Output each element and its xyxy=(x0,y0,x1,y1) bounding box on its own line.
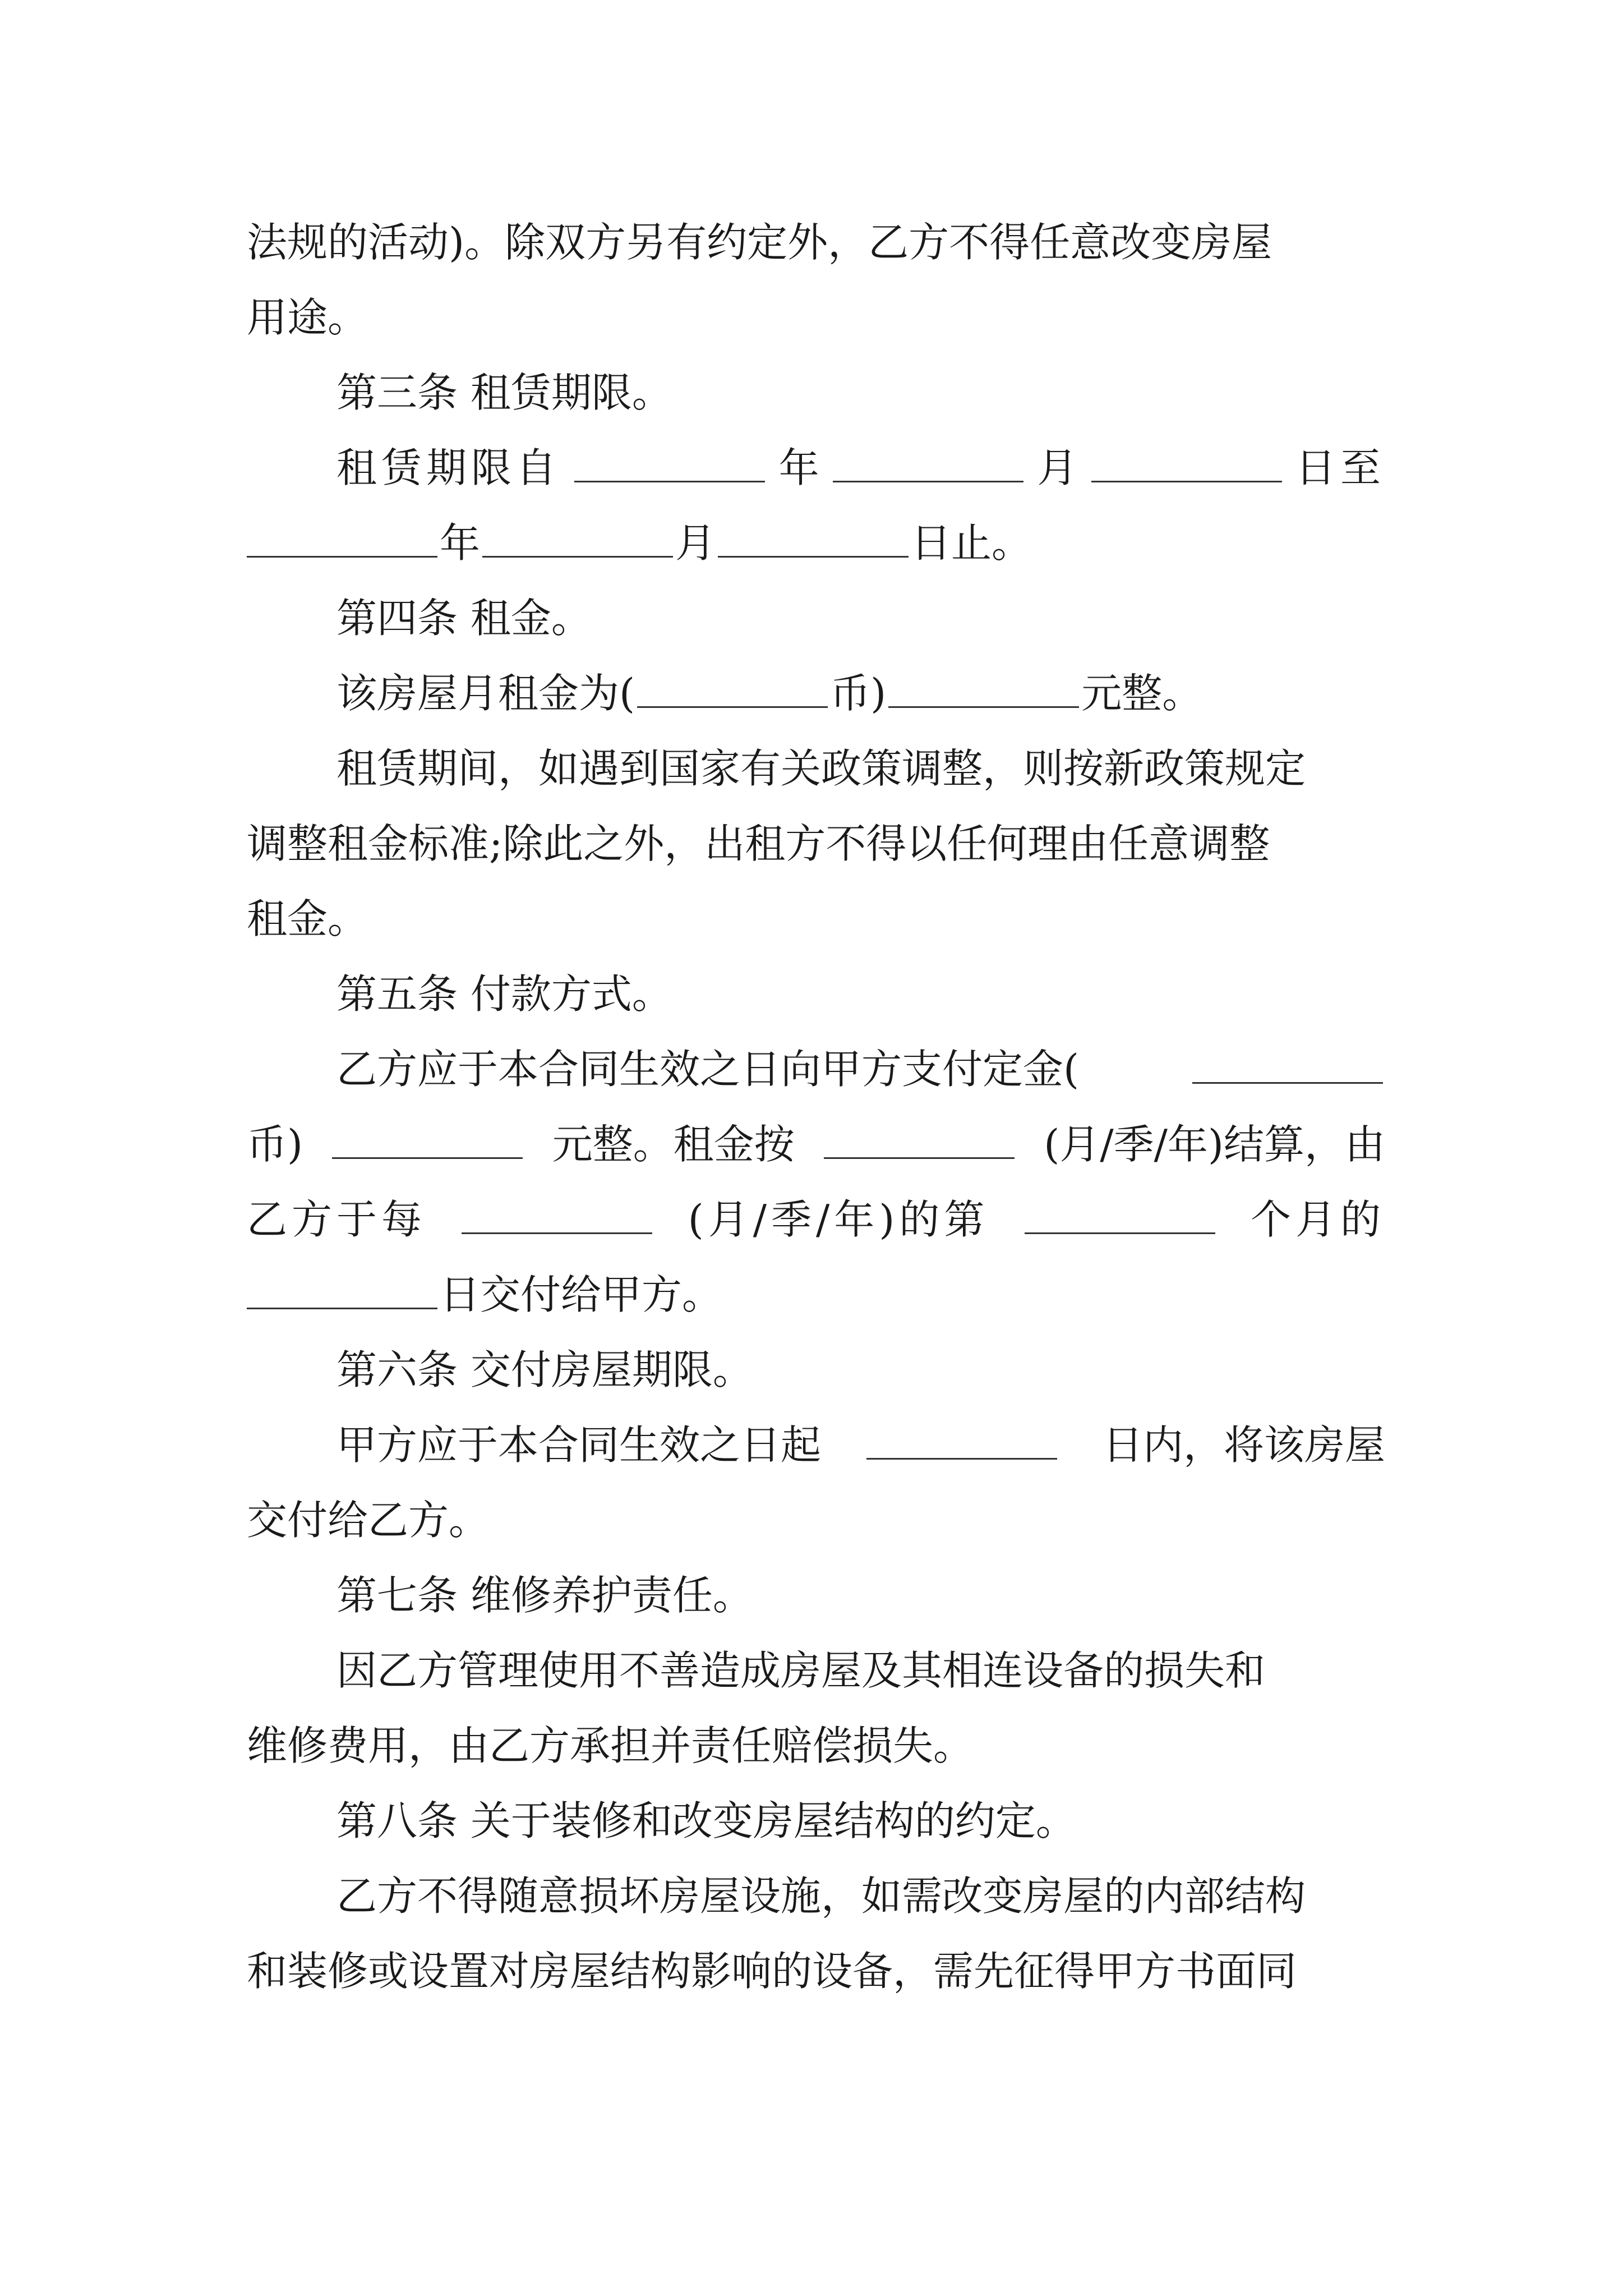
article-6-heading xyxy=(336,1339,1385,1401)
text-fragment: 乙方应于本合同生效之日向甲方支付定金( xyxy=(336,1046,1080,1093)
text-fragment: (月/季/年)的第 xyxy=(688,1196,989,1243)
text-fragment: 甲方应于本合同生效之日起 xyxy=(336,1421,822,1469)
heading-text: 第七条 维修养护责任。 xyxy=(336,1572,753,1619)
article-5-heading xyxy=(336,963,1385,1025)
paragraph-line xyxy=(247,211,1385,273)
fill-in-blank xyxy=(482,556,673,558)
text-line: 调整租金标准;除此之外，出租方不得以任何理由任意调整 xyxy=(247,820,1270,867)
article-8-heading xyxy=(336,1790,1385,1852)
text-line: 租金。 xyxy=(247,895,368,942)
paragraph-line xyxy=(247,287,1385,348)
text-line: 租赁期间，如遇到国家有关政策调整，则按新政策规定 xyxy=(336,745,1306,792)
fill-in-blank xyxy=(247,1308,437,1309)
heading-text: 第四条 租金。 xyxy=(336,595,592,642)
text-fragment: 币) xyxy=(247,1121,303,1168)
text-fragment: 乙方于每 xyxy=(247,1196,427,1243)
text-fragment: (月/季/年)结算，由 xyxy=(1044,1121,1385,1168)
text-line: 交付给乙方。 xyxy=(247,1497,490,1544)
text-line: 和装修或设置对房屋结构影响的设备，需先征得甲方书面同 xyxy=(247,1948,1297,1995)
fill-in-blank xyxy=(718,556,909,558)
fill-in-blank xyxy=(866,1458,1057,1460)
text-fragment: 月 xyxy=(675,519,716,567)
article-4-heading xyxy=(336,587,1385,649)
text-fragment: 个月的 xyxy=(1250,1196,1385,1243)
paragraph-line xyxy=(247,888,1385,950)
heading-text: 第三条 租赁期限。 xyxy=(336,369,672,416)
fill-in-blank xyxy=(1025,1232,1215,1234)
paragraph-line xyxy=(336,437,1385,499)
text-fragment: 日至 xyxy=(1295,444,1385,491)
heading-text: 第五条 付款方式。 xyxy=(336,970,672,1018)
paragraph-line xyxy=(247,512,1385,574)
fill-in-blank xyxy=(247,556,437,558)
paragraph-line xyxy=(247,813,1385,875)
heading-text: 第八条 关于装修和改变房屋结构的约定。 xyxy=(336,1797,1076,1844)
paragraph-line xyxy=(247,1940,1385,2002)
paragraph-line xyxy=(336,1865,1385,1927)
paragraph-line xyxy=(336,662,1385,724)
fill-in-blank xyxy=(574,481,765,482)
paragraph-line xyxy=(247,1114,1385,1175)
text-fragment: 租赁期限自 xyxy=(336,444,561,491)
text-fragment: 元整。租金按 xyxy=(552,1121,795,1168)
paragraph-line xyxy=(336,1414,1385,1476)
fill-in-blank xyxy=(833,481,1023,482)
fill-in-blank xyxy=(888,706,1079,708)
text-fragment: 日内，将该房屋 xyxy=(1102,1421,1385,1469)
fill-in-blank xyxy=(824,1157,1015,1159)
text-line: 用途。 xyxy=(247,294,368,341)
fill-in-blank xyxy=(462,1232,652,1234)
text-fragment: 日止。 xyxy=(911,519,1032,567)
text-fragment: 月 xyxy=(1037,444,1078,491)
fill-in-blank xyxy=(637,706,828,708)
text-fragment: 元整。 xyxy=(1081,670,1203,717)
text-fragment: 币) xyxy=(830,670,887,717)
fill-in-blank xyxy=(1091,481,1282,482)
text-fragment: 该房屋月租金为( xyxy=(336,670,635,717)
text-line: 维修费用，由乙方承担并责任赔偿损失。 xyxy=(247,1722,974,1769)
paragraph-line xyxy=(247,1264,1385,1326)
text-line: 乙方不得随意损坏房屋设施，如需改变房屋的内部结构 xyxy=(336,1872,1306,1920)
heading-text: 第六条 交付房屋期限。 xyxy=(336,1346,753,1393)
text-line: 因乙方管理使用不善造成房屋及其相连设备的损失和 xyxy=(336,1647,1266,1694)
paragraph-line xyxy=(247,1489,1385,1551)
article-3-heading xyxy=(336,362,1385,424)
paragraph-line xyxy=(336,738,1385,799)
paragraph-line xyxy=(336,1038,1385,1100)
paragraph-line xyxy=(336,1640,1385,1701)
article-7-heading xyxy=(336,1565,1385,1626)
text-line: 法规的活动)。除双方另有约定外，乙方不得任意改变房屋 xyxy=(247,219,1272,266)
fill-in-blank xyxy=(332,1157,523,1159)
text-fragment: 年 xyxy=(778,444,819,491)
fill-in-blank xyxy=(1192,1082,1383,1084)
text-fragment: 日交付给甲方。 xyxy=(440,1271,723,1318)
paragraph-line xyxy=(247,1189,1385,1250)
text-fragment: 年 xyxy=(440,519,481,567)
paragraph-line xyxy=(247,1715,1385,1777)
